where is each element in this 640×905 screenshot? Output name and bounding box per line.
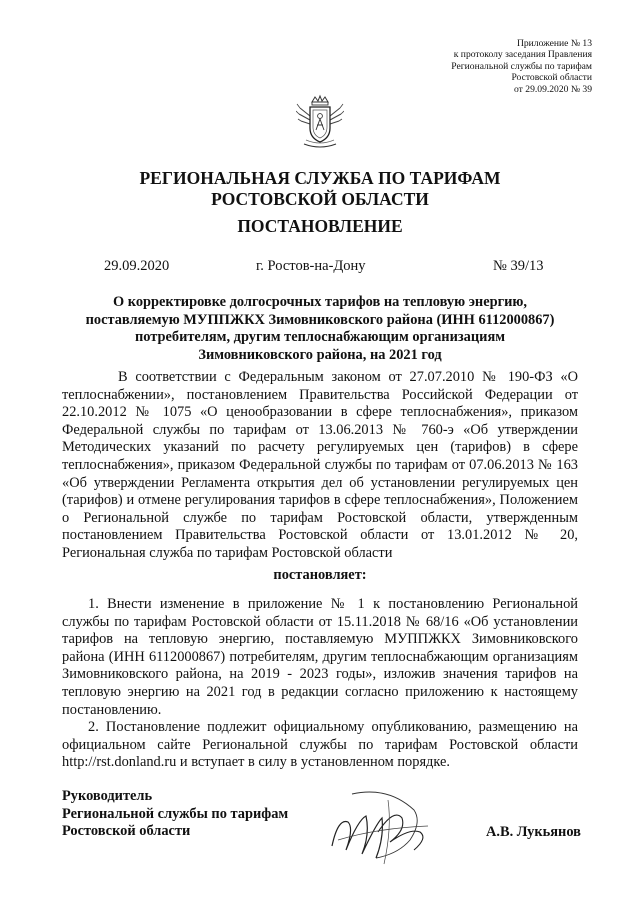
preamble-paragraph: В соответствии с Федеральным законом от 27.07.2010 № 190-ФЗ «О теплоснабжении», постановлением Правительства Российской Федерации от 22.10.2012 № 1075 «О ценообразовании в сфере теплоснабжения», приказом Федеральной службы по тарифам от 13.06.2013 № 760-э «Об утверждении Методических указаний по расчету регулируемых цен (тарифов) в сфере теплоснабжения», приказом Федеральной службы по тарифам от 07.06.2013 № 163 «Об утверждении Регламента открытия дел об установлении регулируемых цен (тарифов) и отмене регулирования тарифов в сфере теплоснабжения», Положением о Региональной службе по тарифам Ростовской области, утвержденным постановлением Правительства Ростовской области от 13.01.2012 № 20, Региональная служба по тарифам Ростовской области <box>62 369 578 561</box>
signatory-position <box>62 788 288 841</box>
annex-note <box>451 38 592 95</box>
subject-line: потребителям, другим теплоснабжающим организациям <box>134 329 506 346</box>
annex-line: к протоколу заседания Правления <box>453 49 592 61</box>
coat-of-arms-icon <box>296 94 344 152</box>
signatory-position-line: Ростовской области <box>62 823 191 840</box>
agency-title-line: РЕГИОНАЛЬНАЯ СЛУЖБА ПО ТАРИФАМ <box>139 168 501 188</box>
annex-line: Региональной службы по тарифам <box>451 60 592 72</box>
document-date: 29.09.2020 <box>104 258 170 274</box>
resolution-item-2: 2. Постановление подлежит официальному опубликованию, размещению на официальном сайте Региональной службы по тарифам Ростовской области http://rst.donland.ru и вступает в силу в установленном порядке. <box>62 719 578 771</box>
signatory-position-line: Региональной службы по тарифам <box>62 805 289 822</box>
document-city: г. Ростов-на-Дону <box>256 258 366 274</box>
agency-title <box>60 168 580 210</box>
document-type: ПОСТАНОВЛЕНИЕ <box>237 216 403 236</box>
subject-line: О корректировке долгосрочных тарифов на тепловую энергию, <box>112 294 528 310</box>
agency-title-line: РОСТОВСКОЙ ОБЛАСТИ <box>211 189 429 209</box>
document-number: № 39/13 <box>493 258 544 274</box>
decree-word: постановляет: <box>273 567 367 583</box>
resolution-item-1: 1. Внести изменение в приложение № 1 к постановлению Региональной службы по тарифам Ростовской области от 15.11.2018 № 68/16 «Об установлении тарифов на тепловую энергию, поставляемую МУППЖКХ Зимовниковского района (ИНН 6112000867) потребителям, другим теплоснабжающим организациям Зимовниковского района, на 2019 - 2023 годы», изложив значения тарифов на тепловую энергию на 2021 год в редакции согласно приложению к настоящему постановлению. <box>62 596 578 718</box>
handwritten-signature-icon <box>318 788 448 868</box>
annex-line: Ростовской области <box>511 72 592 84</box>
signatory-position-line: Руководитель <box>62 788 153 804</box>
subject-line: поставляемую МУППЖКХ Зимовниковского района (ИНН 6112000867) <box>85 311 555 328</box>
annex-line: Приложение № 13 <box>516 38 592 49</box>
document-subject <box>70 294 570 364</box>
signatory-name: А.В. Лукьянов <box>486 824 581 840</box>
subject-line: Зимовниковского района, на 2021 год <box>198 346 442 363</box>
annex-line: от 29.09.2020 № 39 <box>514 83 592 95</box>
